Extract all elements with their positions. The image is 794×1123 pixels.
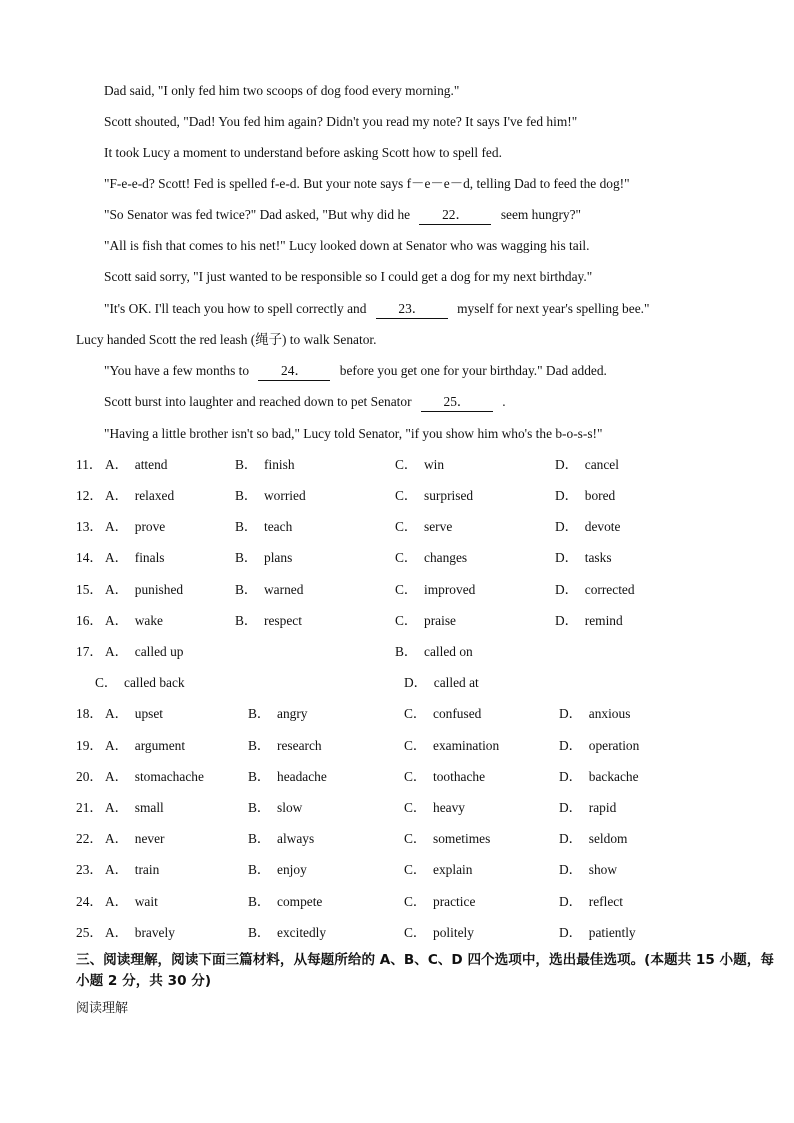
option-b: B． excitedly (248, 925, 327, 940)
option-c: C． sometimes (404, 831, 491, 846)
question-number: 16． (76, 613, 103, 628)
blank-23: 23． (376, 300, 448, 319)
passage-line: "F-e-e-d? Scott! Fed is spelled f-e-d. But your note says f－e－e－d, telling Dad to feed the dog!" (104, 176, 630, 191)
section-subheading: 阅读理解 (76, 1001, 129, 1016)
question-number: 21． (76, 800, 103, 815)
passage-line: It took Lucy a moment to understand before asking Scott how to spell fed. (104, 145, 502, 160)
question-number: 18． (76, 706, 103, 721)
option-c: C． toothache (404, 769, 486, 784)
option-a: A． wait (105, 894, 158, 909)
question-17 (76, 643, 766, 661)
option-a: A． finals (105, 550, 165, 565)
option-d: D． bored (555, 488, 616, 503)
passage-line-with-blank (104, 393, 506, 412)
question-24 (76, 893, 766, 911)
option-b: B． worried (235, 488, 306, 503)
question-number: 19． (76, 738, 103, 753)
option-a: A． train (105, 862, 160, 877)
passage-text: "So Senator was fed twice?" Dad asked, "But why did he (104, 207, 411, 222)
passage-line: Lucy handed Scott the red leash (绳子) to walk Senator. (76, 332, 377, 347)
question-number: 12． (76, 488, 103, 503)
blank-22: 22． (419, 206, 491, 225)
blank-25: 25． (421, 393, 493, 412)
passage-text: before you get one for your birthday." Dad added. (339, 363, 607, 378)
question-number: 11． (76, 457, 103, 472)
option-d: D． show (559, 862, 618, 877)
option-c: C． changes (395, 550, 468, 565)
question-number: 14． (76, 550, 103, 565)
option-c: C． called back (95, 675, 185, 690)
option-d: D． reflect (559, 894, 623, 909)
option-d: D． backache (559, 769, 639, 784)
question-number: 15． (76, 582, 103, 597)
question-number: 23． (76, 862, 103, 877)
passage-line: Scott shouted, "Dad! You fed him again? Didn't you read my note? It says I've fed him!" (104, 114, 578, 129)
option-d: D． anxious (559, 706, 631, 721)
option-b: B． angry (248, 706, 308, 721)
option-d: D． called at (404, 675, 479, 690)
question-14 (76, 549, 766, 567)
question-11 (76, 456, 766, 474)
passage-text: seem hungry?" (500, 207, 582, 222)
passage-line-with-blank (104, 362, 607, 381)
option-c: C． win (395, 457, 445, 472)
question-20 (76, 768, 766, 786)
option-d: D． operation (559, 738, 640, 753)
option-a: A． called up (105, 644, 184, 659)
question-25 (76, 924, 766, 942)
option-b: B． headache (248, 769, 327, 784)
option-a: A． attend (105, 457, 168, 472)
option-c: C． explain (404, 862, 473, 877)
option-d: D． patiently (559, 925, 636, 940)
question-22 (76, 830, 766, 848)
option-b: B． warned (235, 582, 304, 597)
option-a: A． prove (105, 519, 166, 534)
blank-24: 24． (258, 362, 330, 381)
question-number: 13． (76, 519, 103, 534)
option-d: D． devote (555, 519, 621, 534)
question-number: 25． (76, 925, 103, 940)
passage-line-with-blank (104, 206, 581, 225)
option-a: A． punished (105, 582, 184, 597)
option-a: A． stomachache (105, 769, 204, 784)
option-b: B． enjoy (248, 862, 307, 877)
question-15 (76, 581, 766, 599)
question-16 (76, 612, 766, 630)
option-b: B． research (248, 738, 322, 753)
question-number: 20． (76, 769, 103, 784)
option-a: A． small (105, 800, 164, 815)
passage-line: Scott said sorry, "I just wanted to be responsible so I could get a dog for my next birthday." (104, 269, 593, 284)
option-d: D． corrected (555, 582, 635, 597)
question-12 (76, 487, 766, 505)
option-d: D． cancel (555, 457, 619, 472)
option-c: C． practice (404, 894, 476, 909)
option-b: B． teach (235, 519, 293, 534)
option-a: A． bravely (105, 925, 175, 940)
section-heading: 三、阅读理解，阅读下面三篇材料，从每题所给的 A、B、C、D 四个选项中，选出最佳选项。(本题共 15 小题，每小题 2 分，共 30 分) (76, 952, 774, 989)
option-c: C． confused (404, 706, 482, 721)
option-c: C． surprised (395, 488, 474, 503)
passage-line: Dad said, "I only fed him two scoops of dog food every morning." (104, 83, 460, 98)
option-a: A． never (105, 831, 165, 846)
passage-line-with-blank (104, 300, 649, 319)
passage-line: "Having a little brother isn't so bad," Lucy told Senator, "if you show him who's the b-o-s-s!" (104, 426, 603, 441)
option-d: D． tasks (555, 550, 612, 565)
option-b: B． slow (248, 800, 303, 815)
option-d: D． remind (555, 613, 623, 628)
option-a: A． upset (105, 706, 164, 721)
option-b: B． always (248, 831, 315, 846)
question-number: 24． (76, 894, 103, 909)
option-b: B． compete (248, 894, 323, 909)
passage-text: Scott burst into laughter and reached down to pet Senator (104, 394, 412, 409)
option-d: D． rapid (559, 800, 617, 815)
option-b: B． called on (395, 644, 473, 659)
option-c: C． heavy (404, 800, 465, 815)
option-c: C． serve (395, 519, 453, 534)
option-c: C． improved (395, 582, 476, 597)
passage-line: "All is fish that comes to his net!" Lucy looked down at Senator who was wagging his tail. (104, 238, 590, 253)
question-number: 17． (76, 644, 103, 659)
option-b: B． plans (235, 550, 293, 565)
question-17-row-2 (76, 674, 766, 692)
question-13 (76, 518, 766, 536)
option-a: A． relaxed (105, 488, 175, 503)
option-a: A． argument (105, 738, 186, 753)
option-c: C． politely (404, 925, 474, 940)
option-b: B． finish (235, 457, 295, 472)
question-23 (76, 861, 766, 879)
question-18 (76, 705, 766, 723)
option-c: C． praise (395, 613, 456, 628)
passage-text: "You have a few months to (104, 363, 250, 378)
passage-text: "It's OK. I'll teach you how to spell correctly and (104, 301, 367, 316)
passage-text: myself for next year's spelling bee." (457, 301, 650, 316)
question-number: 22． (76, 831, 103, 846)
option-a: A． wake (105, 613, 164, 628)
question-21 (76, 799, 766, 817)
option-b: B． respect (235, 613, 302, 628)
option-d: D． seldom (559, 831, 628, 846)
question-19 (76, 737, 766, 755)
passage-text: . (502, 394, 506, 409)
option-c: C． examination (404, 738, 500, 753)
